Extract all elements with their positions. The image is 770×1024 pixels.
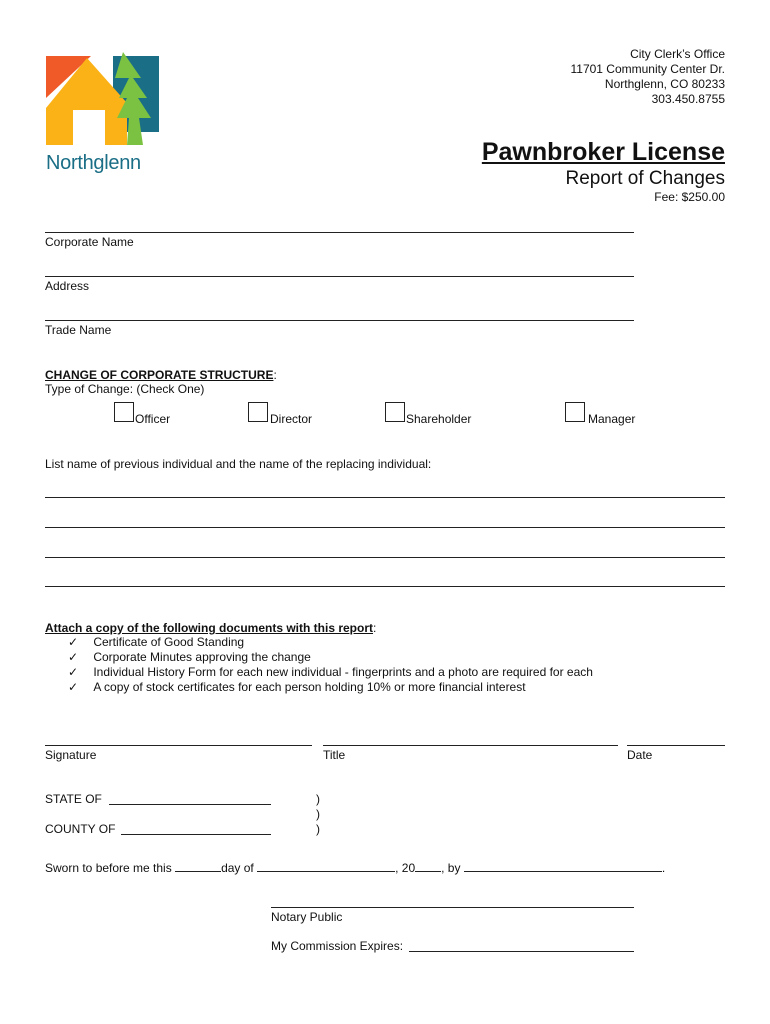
commission-label: My Commission Expires: (271, 939, 404, 953)
checkmark-icon: ✓ (68, 665, 79, 679)
sworn-text-4: , by (441, 861, 461, 875)
change-entry-line-4[interactable] (45, 586, 725, 587)
corporate-name-label: Corporate Name (45, 235, 134, 249)
checkmark-icon: ✓ (68, 650, 79, 664)
checkmark-icon: ✓ (68, 680, 79, 694)
notary-public-label: Notary Public (271, 910, 343, 924)
sworn-by-blank[interactable] (464, 859, 662, 872)
state-of-label: STATE OF (45, 792, 102, 806)
address-label: Address (45, 279, 90, 293)
commission-line[interactable] (409, 951, 634, 952)
logo-wordmark: Northglenn (46, 152, 141, 174)
officer-checkbox[interactable] (114, 402, 134, 422)
sworn-text-3: , 20 (395, 861, 416, 875)
sworn-statement (45, 859, 665, 875)
change-structure-colon: : (273, 368, 277, 382)
paren-2: ) (316, 807, 320, 821)
type-of-change-label: Type of Change: (Check One) (45, 382, 205, 396)
address-line[interactable] (45, 276, 634, 277)
attach-heading (45, 621, 376, 635)
shareholder-label: Shareholder (406, 412, 472, 426)
change-entry-line-3[interactable] (45, 557, 725, 558)
county-of-label: COUNTY OF (45, 822, 116, 836)
trade-name-label: Trade Name (45, 323, 112, 337)
signature-line[interactable] (45, 745, 312, 746)
attach-item-text: Corporate Minutes approving the change (93, 650, 311, 664)
date-line[interactable] (627, 745, 725, 746)
trade-name-line[interactable] (45, 320, 634, 321)
attach-item-text: Certificate of Good Standing (93, 635, 245, 649)
office-line-4: 303.450.8755 (651, 92, 725, 106)
attach-item-text: Individual History Form for each new individual - fingerprints and a photo are required for each (93, 665, 593, 679)
sworn-month-blank[interactable] (257, 859, 395, 872)
manager-label: Manager (588, 412, 636, 426)
director-label: Director (270, 412, 313, 426)
office-line-3: Northglenn, CO 80233 (604, 77, 725, 91)
attach-item (68, 650, 311, 664)
attach-heading-colon: : (373, 621, 377, 635)
attach-heading-text: Attach a copy of the following documents with this report (45, 621, 374, 635)
change-entry-line-1[interactable] (45, 497, 725, 498)
office-line-2: 11701 Community Center Dr. (570, 62, 725, 76)
attach-item (68, 665, 593, 679)
sworn-year-blank[interactable] (415, 859, 441, 872)
sworn-text-1: Sworn to before me this (45, 861, 172, 875)
corporate-name-line[interactable] (45, 232, 634, 233)
attach-item (68, 680, 526, 694)
date-label: Date (627, 748, 653, 762)
sworn-text-2: day of (221, 861, 254, 875)
paren-3: ) (316, 822, 320, 836)
officer-label: Officer (135, 412, 171, 426)
northglenn-logo (43, 48, 163, 178)
change-entry-line-2[interactable] (45, 527, 725, 528)
shareholder-checkbox[interactable] (385, 402, 405, 422)
list-prompt: List name of previous individual and the name of the replacing individual: (45, 457, 432, 471)
notary-signature-line[interactable] (271, 907, 634, 908)
county-of-line[interactable] (121, 834, 271, 835)
paren-1: ) (316, 792, 320, 806)
page-title: Pawnbroker License (481, 138, 725, 166)
office-line-1: City Clerk’s Office (630, 47, 725, 61)
checkmark-icon: ✓ (68, 635, 79, 649)
title-label: Title (323, 748, 346, 762)
change-structure-heading (45, 368, 277, 382)
house-tree-logo-icon (43, 48, 163, 153)
sworn-text-5: . (661, 861, 666, 875)
signature-label: Signature (45, 748, 97, 762)
fee-label: Fee: $250.00 (654, 190, 725, 204)
director-checkbox[interactable] (248, 402, 268, 422)
sworn-day-blank[interactable] (175, 859, 221, 872)
page-subtitle: Report of Changes (565, 168, 725, 189)
change-structure-heading-text: CHANGE OF CORPORATE STRUCTURE (45, 368, 274, 382)
state-of-line[interactable] (109, 804, 271, 805)
attach-item (68, 635, 244, 649)
title-line[interactable] (323, 745, 618, 746)
manager-checkbox[interactable] (565, 402, 585, 422)
attach-item-text: A copy of stock certificates for each person holding 10% or more financial interest (93, 680, 526, 694)
